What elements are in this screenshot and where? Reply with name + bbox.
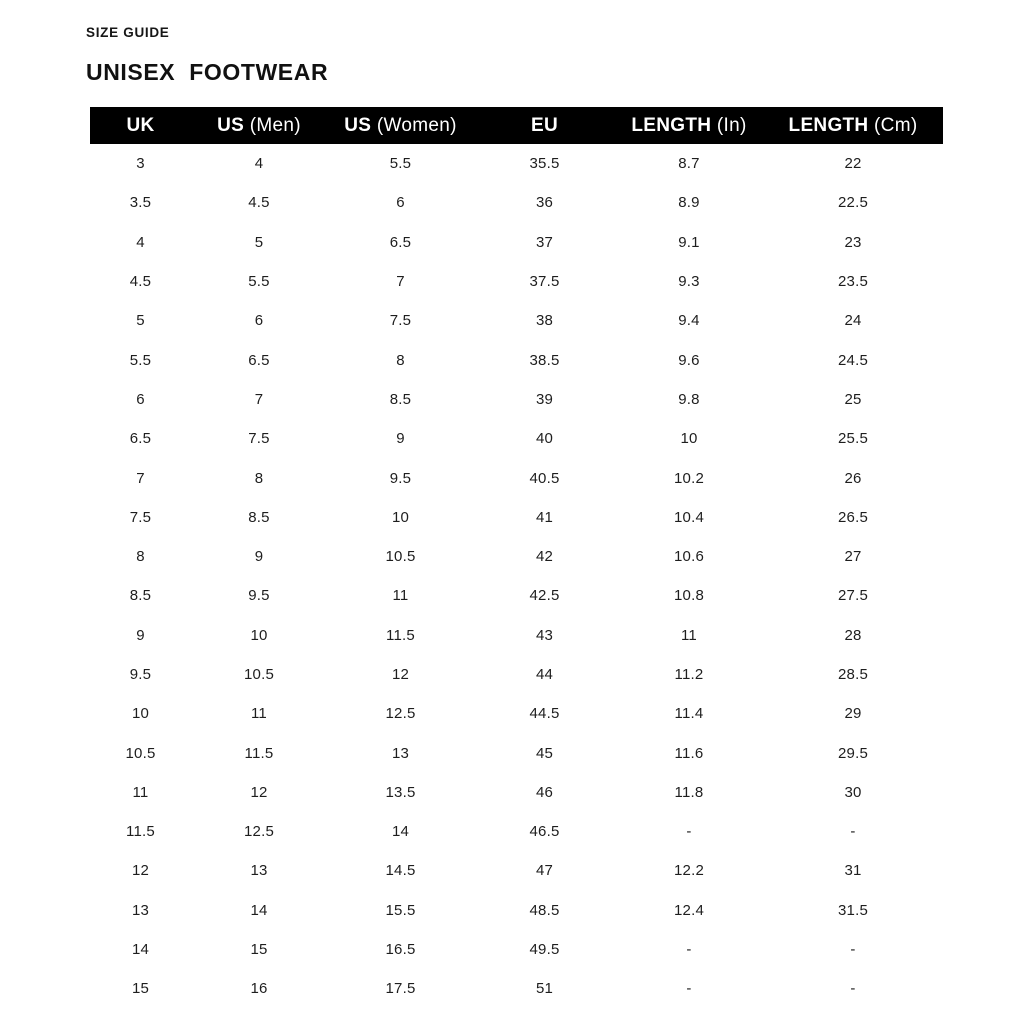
size-cell: 9 xyxy=(136,626,145,644)
size-cell: - xyxy=(686,980,692,998)
size-cell: 36 xyxy=(535,194,554,212)
size-cell: 11 xyxy=(132,783,149,801)
size-cell: 37.5 xyxy=(529,273,560,291)
column-header-us-men-light: (Men) xyxy=(249,114,301,136)
size-cell: 4 xyxy=(136,233,145,251)
table-row xyxy=(90,458,943,497)
size-cell: 26.5 xyxy=(838,508,868,526)
size-cell: 17.5 xyxy=(385,980,416,998)
size-cell: 12 xyxy=(391,666,410,683)
size-cell: 13 xyxy=(250,862,268,880)
size-cell: 10.5 xyxy=(244,666,274,683)
size-cell: 8 xyxy=(254,469,264,487)
size-cell: - xyxy=(686,823,692,841)
size-cell: 51 xyxy=(535,980,554,998)
size-cell: 31.5 xyxy=(838,901,868,919)
size-cell: 14 xyxy=(131,941,150,959)
size-cell: 4.5 xyxy=(129,273,152,291)
size-cell: 9.5 xyxy=(248,587,270,605)
size-cell: 8.5 xyxy=(129,587,152,605)
size-cell: 10.5 xyxy=(385,548,416,566)
size-cell: 10 xyxy=(391,508,410,526)
size-cell: 22.5 xyxy=(838,194,868,212)
table-row xyxy=(90,655,943,694)
size-cell: 11.5 xyxy=(386,626,415,644)
table-row xyxy=(90,576,943,615)
size-cell: 11.4 xyxy=(674,705,704,723)
size-cell: 15.5 xyxy=(385,901,416,919)
column-header-eu-label: EU xyxy=(531,114,558,136)
size-cell: 7 xyxy=(254,390,264,408)
table-row xyxy=(90,340,943,379)
size-cell: 25 xyxy=(844,390,862,408)
size-cell: 5 xyxy=(254,233,264,251)
table-row xyxy=(90,419,943,458)
table-row xyxy=(90,616,943,655)
table-row xyxy=(90,301,943,340)
size-cell: 42.5 xyxy=(529,587,560,605)
size-cell: 12.5 xyxy=(244,823,274,841)
size-cell: 35.5 xyxy=(529,155,560,173)
size-cell: 8.9 xyxy=(678,194,700,212)
size-cell: 6 xyxy=(136,390,145,408)
size-cell: - xyxy=(850,980,856,998)
size-cell: 23.5 xyxy=(838,273,868,291)
size-cell: 47 xyxy=(535,862,554,880)
size-cell: 8 xyxy=(136,548,145,566)
size-cell: 8.5 xyxy=(389,390,412,408)
size-cell: 46 xyxy=(535,783,554,801)
size-cell: 7.5 xyxy=(129,508,152,526)
size-cell: 45 xyxy=(535,744,554,762)
size-cell: 11 xyxy=(392,587,409,605)
size-cell: 5.5 xyxy=(389,155,412,173)
table-row xyxy=(90,733,943,772)
column-header-us-men xyxy=(191,107,327,144)
size-cell: 12 xyxy=(131,862,150,880)
size-cell: 9.4 xyxy=(678,312,700,330)
size-cell: 28 xyxy=(844,626,862,644)
size-cell: 12.2 xyxy=(674,862,704,880)
size-cell: 15 xyxy=(131,980,150,998)
size-cell: 30 xyxy=(844,783,862,801)
size-cell: 7.5 xyxy=(248,430,270,448)
column-header-length-cm xyxy=(763,107,943,144)
size-cell: 6 xyxy=(254,312,264,330)
size-cell: 28.5 xyxy=(838,666,868,683)
size-guide-label: SIZE GUIDE xyxy=(86,25,170,40)
size-cell: 6.5 xyxy=(389,233,412,251)
column-header-us-women-strong: US xyxy=(344,114,372,136)
size-cell: 7 xyxy=(396,273,405,291)
size-cell: 12.4 xyxy=(674,901,704,919)
size-cell: 8.7 xyxy=(678,155,700,173)
size-cell: 9 xyxy=(396,430,405,448)
size-cell: 41 xyxy=(535,508,554,526)
size-cell: 11.2 xyxy=(674,666,704,683)
size-cell: 10.6 xyxy=(674,548,704,566)
size-cell: 3 xyxy=(136,155,145,173)
table-row xyxy=(90,144,943,183)
size-cell: 8.5 xyxy=(248,508,270,526)
size-cell: 3.5 xyxy=(129,194,152,212)
table-row xyxy=(90,223,943,262)
size-cell: 7 xyxy=(136,469,145,487)
size-cell: 11.5 xyxy=(244,744,274,762)
table-row xyxy=(90,380,943,419)
column-header-length-cm-strong: LENGTH xyxy=(788,114,869,136)
size-cell: 14 xyxy=(391,823,410,841)
size-cell: 37 xyxy=(535,233,554,251)
column-header-length-in xyxy=(615,107,763,144)
size-cell: 38.5 xyxy=(529,351,560,369)
column-header-length-in-light: (In) xyxy=(716,114,747,136)
size-cell: - xyxy=(686,941,692,959)
size-cell: 9.6 xyxy=(678,351,700,369)
table-row xyxy=(90,851,943,890)
size-cell: 5.5 xyxy=(129,351,152,369)
size-cell: 16 xyxy=(250,980,268,998)
size-cell: 42 xyxy=(535,548,554,566)
size-cell: 26 xyxy=(844,469,862,487)
size-cell: 11 xyxy=(681,626,697,644)
size-cell: 4.5 xyxy=(248,194,270,212)
page-title: UNISEX FOOTWEAR xyxy=(86,59,329,85)
size-cell: 9.5 xyxy=(129,666,152,683)
table-row xyxy=(90,969,943,1008)
column-header-us-women-light: (Women) xyxy=(376,114,457,136)
size-cell: 11 xyxy=(251,705,267,723)
table-row xyxy=(90,694,943,733)
size-cell: - xyxy=(850,823,856,841)
size-cell: 40.5 xyxy=(529,469,560,487)
table-row xyxy=(90,183,943,222)
size-cell: 48.5 xyxy=(529,901,560,919)
table-row xyxy=(90,891,943,930)
table-row xyxy=(90,537,943,576)
size-cell: 6.5 xyxy=(129,430,152,448)
size-table-body xyxy=(90,144,943,1009)
size-cell: 10.5 xyxy=(125,744,156,762)
size-cell: 10 xyxy=(131,705,150,723)
size-cell: 9.5 xyxy=(389,469,412,487)
size-cell: 5 xyxy=(136,312,145,330)
table-row xyxy=(90,262,943,301)
size-cell: 4 xyxy=(254,155,264,173)
size-cell: 29.5 xyxy=(838,744,868,762)
size-cell: 10.2 xyxy=(674,469,704,487)
size-cell: 8 xyxy=(396,351,405,369)
size-cell: 10 xyxy=(250,626,268,644)
size-cell: 43 xyxy=(535,626,554,644)
column-header-uk-label: UK xyxy=(126,114,155,136)
size-cell: 31 xyxy=(844,862,862,880)
column-header-us-men-strong: US xyxy=(217,114,245,136)
size-cell: 9 xyxy=(254,548,264,566)
table-row xyxy=(90,498,943,537)
size-cell: 10 xyxy=(680,430,698,448)
size-cell: 27 xyxy=(844,548,862,566)
size-cell: 29 xyxy=(844,705,862,723)
table-row xyxy=(90,773,943,812)
size-cell: 15 xyxy=(250,941,268,959)
column-header-uk xyxy=(90,107,191,144)
column-header-eu xyxy=(474,107,615,144)
size-cell: 9.8 xyxy=(678,390,700,408)
size-cell: 12 xyxy=(250,783,268,801)
size-cell: 27.5 xyxy=(838,587,868,605)
column-header-us-women xyxy=(327,107,474,144)
size-cell: 44.5 xyxy=(529,705,560,723)
size-cell: 9.1 xyxy=(678,233,700,251)
size-table-header xyxy=(90,107,943,144)
header-row xyxy=(90,107,943,144)
size-cell: 9.3 xyxy=(678,273,700,291)
size-cell: 13 xyxy=(131,901,150,919)
size-cell: 22 xyxy=(844,155,862,173)
size-cell: 6 xyxy=(396,194,405,212)
size-cell: 6.5 xyxy=(248,351,270,369)
size-cell: 13.5 xyxy=(385,783,416,801)
size-cell: 13 xyxy=(391,744,410,762)
table-row xyxy=(90,812,943,851)
size-cell: 14.5 xyxy=(385,862,416,880)
column-header-length-in-strong: LENGTH xyxy=(631,114,712,136)
size-cell: 16.5 xyxy=(385,941,416,959)
size-cell: 38 xyxy=(535,312,554,330)
size-cell: 40 xyxy=(535,430,554,448)
size-cell: 11.6 xyxy=(674,744,704,762)
size-cell: 10.8 xyxy=(674,587,704,605)
size-cell: 46.5 xyxy=(529,823,560,841)
size-cell: 10.4 xyxy=(674,508,704,526)
column-header-length-cm-light: (Cm) xyxy=(874,114,918,136)
size-cell: 39 xyxy=(535,390,554,408)
size-cell: 49.5 xyxy=(529,941,560,959)
size-cell: 12.5 xyxy=(385,705,416,723)
size-cell: 23 xyxy=(844,233,862,251)
size-cell: 11.5 xyxy=(126,823,155,841)
size-cell: 24.5 xyxy=(838,351,868,369)
size-cell: 11.8 xyxy=(674,783,704,801)
size-cell: 25.5 xyxy=(838,430,868,448)
size-cell: 7.5 xyxy=(389,312,412,330)
size-cell: 24 xyxy=(844,312,862,330)
size-cell: - xyxy=(850,941,856,959)
size-cell: 14 xyxy=(250,901,268,919)
table-row xyxy=(90,930,943,969)
size-conversion-table xyxy=(90,107,943,1009)
size-cell: 44 xyxy=(535,666,554,683)
size-cell: 5.5 xyxy=(248,273,270,291)
